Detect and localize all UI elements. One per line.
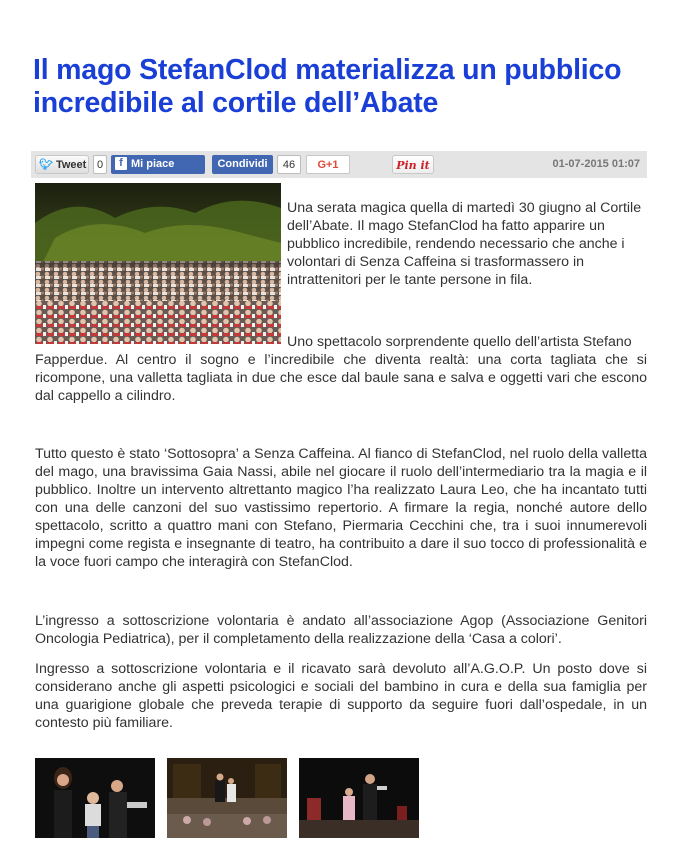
article-paragraph-3: Tutto questo è stato ‘Sottosopra’ a Senza Caffeina. Al fianco di StefanClod, nel ruolo della valletta del mago, una bravissima Gaia Nassi, abile nel giocare il ruolo dell’intermediario tra la magia e il pubblico. Inoltre un intervento altrettanto magico l’ha realizzato Laura Leo, che ha incantato tutti con una delle canzoni del suo vastissimo repertorio. A firmare la regia, nonché autore dello spettacolo, scritto a quattro mani con Stefano, Piermaria Cecchini che, tra i suoi innumerevoli impegni come regista e insegnante di teatro, ha contribuito a dare il suo tocco di professionalità e la voce fuori campo che interagirà con StefanClod. — [35, 446, 647, 570]
article-paragraph-5: Ingresso a sottoscrizione volontaria e il ricavato sarà devoluto all’A.G.O.P. Un posto dove si considerano anche gli aspetti psicologici e sociali del bambino in cura e della sua famiglia per una guarigione globale che preveda terapie di supporto da seguire fuori dall’ospedale, in un contesto più familiare. — [35, 661, 647, 731]
facebook-f-icon: f — [115, 157, 127, 170]
share-count: 46 — [277, 155, 301, 174]
gallery-thumbnail-3[interactable] — [299, 758, 419, 838]
tweet-count: 0 — [93, 155, 107, 174]
share-bar — [31, 151, 647, 178]
tweet-button[interactable] — [35, 155, 89, 174]
crowd-photo[interactable] — [35, 183, 281, 344]
facebook-like-button[interactable] — [111, 155, 205, 174]
article-paragraph-1: Una serata magica quella di martedì 30 giugno al Cortile dell’Abate. Il mago StefanClod ha fatto apparire un pubblico incredibile, rendendo necessario che anche i volontari di Senza Caffeina si trasformassero in intrattenitori per le tante persone in fila. — [287, 200, 642, 288]
article-title: Il mago StefanClod materializza un pubblico incredibile al cortile dell’Abate — [33, 54, 622, 119]
facebook-like-label: Mi piace — [131, 158, 175, 170]
facebook-share-button[interactable]: Condividi — [212, 155, 273, 174]
gallery-thumbnail-2[interactable] — [167, 758, 287, 838]
article-paragraph-2-start: Uno spettacolo sorprendente quello dell’artista Stefano — [287, 334, 632, 350]
tweet-label: Tweet — [55, 159, 87, 171]
gallery-thumbnail-1[interactable] — [35, 758, 155, 838]
article-paragraph-2-cont: Fapperdue. Al centro il sogno e l’incredibile che diventa realtà: una corta tagliata che si ricompone, una valletta tagliata in due che esce dal baule sana e salva e oggetti vari che escono dal cappello a cilindro. — [35, 352, 647, 404]
google-plus-button[interactable]: G+1 — [306, 155, 350, 174]
article-paragraph-4: L’ingresso a sottoscrizione volontaria è andato all’associazione Agop (Associazione Genitori Oncologia Pediatrica), per il completamento della realizzazione della ‘Casa a colori’. — [35, 613, 647, 647]
pinterest-pin-button[interactable]: Pin it — [392, 155, 434, 174]
article-date: 01-07-2015 01:07 — [552, 158, 640, 170]
twitter-bird-icon: 🐦︎ — [39, 159, 53, 171]
